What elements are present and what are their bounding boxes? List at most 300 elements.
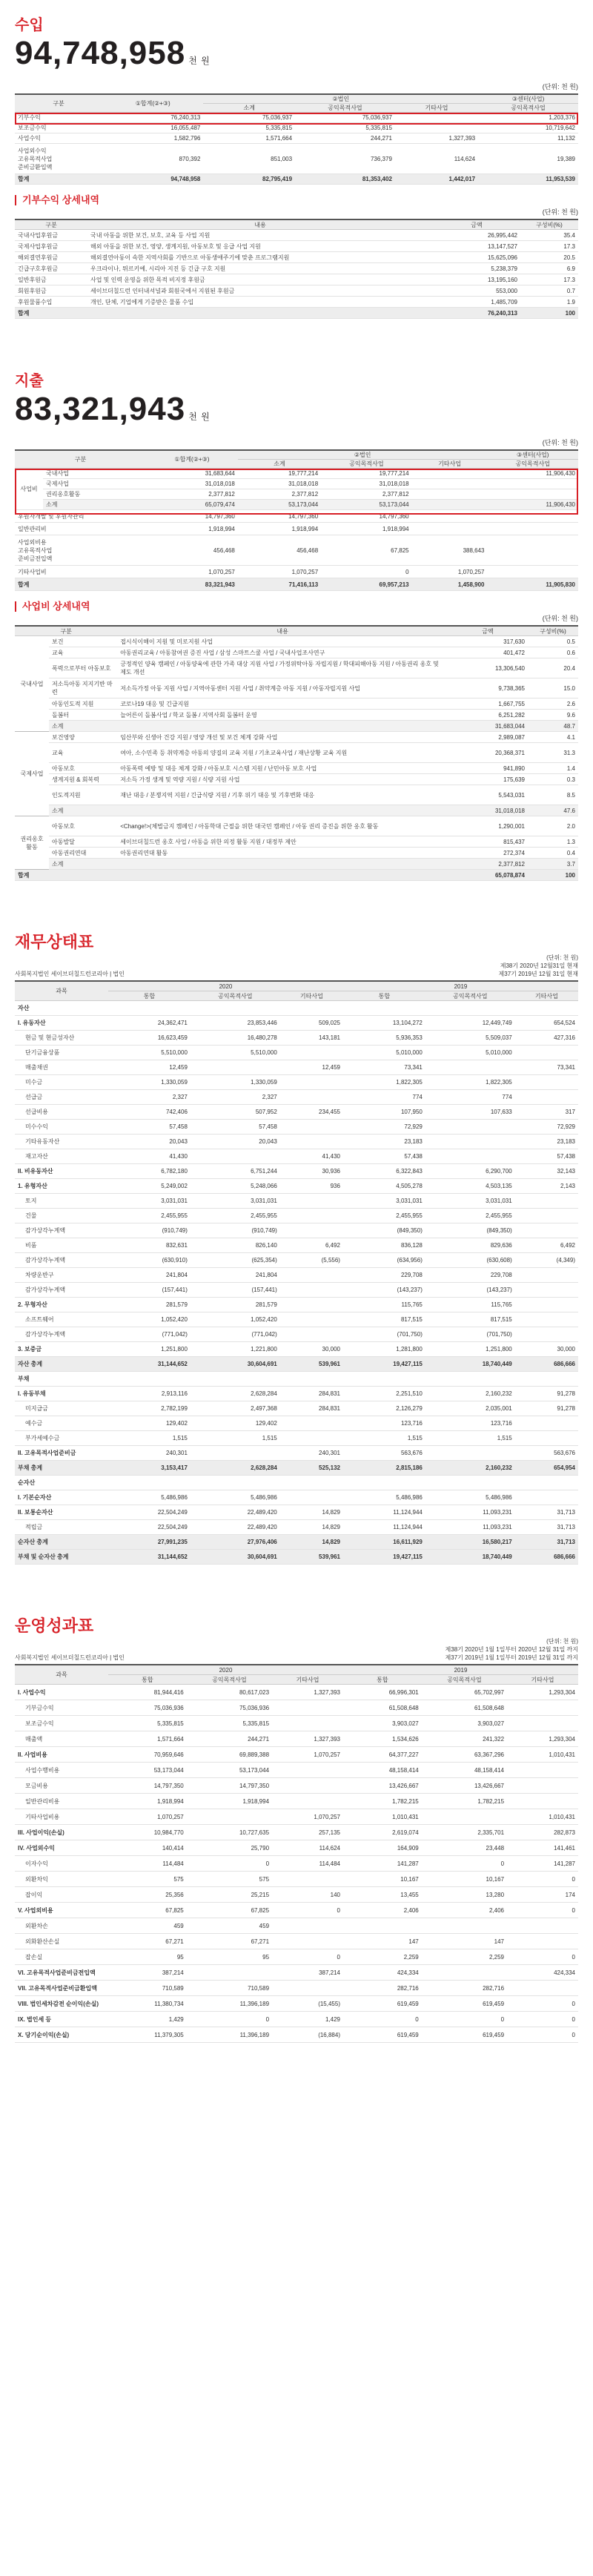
table-cell: 81,944,416	[108, 1685, 187, 1700]
table-row	[15, 1794, 578, 1809]
table-row	[15, 1461, 578, 1476]
table-cell: 감가상각누계액	[15, 1253, 108, 1268]
group-label: 국내사업	[15, 636, 49, 732]
table-cell: 여아, 소수민족 등 취약계층 아동의 양질의 교육 지원 / 기초교육사업 / 재난상황 교육 지원	[117, 743, 448, 763]
table-cell: 아동권리교육 / 아동참여권 증진 사업 / 삼성 스마트스쿨 사업 / 국내사업조사연구	[117, 647, 448, 658]
table-cell: 67,271	[187, 1934, 272, 1949]
table-cell	[515, 1268, 578, 1283]
table-cell: 1,515	[343, 1431, 425, 1446]
table-cell: I. 기본순자산	[15, 1490, 108, 1505]
table-cell: 18,740,449	[425, 1550, 515, 1565]
table-cell: 41,430	[108, 1149, 191, 1164]
table-cell: 1,782,215	[422, 1794, 507, 1809]
table-cell	[272, 1918, 343, 1934]
table-cell: 69,957,213	[321, 578, 411, 591]
header-cell: 내용	[87, 219, 433, 230]
table-cell	[280, 1283, 343, 1298]
table-cell: 107,633	[425, 1105, 515, 1120]
table-cell: 22,489,420	[191, 1520, 280, 1535]
table-row	[15, 1763, 578, 1778]
table-cell: IV. 사업외수익	[15, 1840, 108, 1856]
table-cell: 0.3	[528, 774, 578, 785]
table-cell: X. 당기순이익(손실)	[15, 2027, 108, 2043]
table-cell	[425, 1476, 515, 1490]
table-row	[15, 1840, 578, 1856]
table-cell: 94,748,958	[102, 174, 203, 185]
table-row	[15, 1825, 578, 1840]
year-header: 2019	[343, 1665, 578, 1675]
table-row	[15, 1164, 578, 1179]
table-cell: 16,580,217	[425, 1535, 515, 1550]
table-cell: 5,510,000	[191, 1046, 280, 1060]
operations-table	[15, 1664, 578, 2043]
header-cell: 과목	[15, 981, 108, 1001]
table-cell: 3,031,031	[425, 1194, 515, 1209]
table-cell	[507, 1700, 578, 1716]
table-cell: 후원물품수입	[15, 297, 87, 308]
table-cell	[515, 1075, 578, 1090]
table-cell	[280, 1327, 343, 1342]
table-cell: 742,406	[108, 1105, 191, 1120]
table-cell: 보건영양	[49, 732, 117, 743]
table-cell: 19,427,115	[343, 1550, 425, 1565]
table-cell: 현금 및 현금성자산	[15, 1031, 108, 1046]
table-cell: 619,459	[343, 1996, 422, 2012]
income-title: 수입	[15, 17, 44, 33]
table-cell: 31,018,018	[146, 479, 238, 489]
table-cell: 국내사업	[43, 469, 146, 479]
table-cell: 100	[528, 870, 578, 881]
table-row	[15, 1031, 578, 1046]
table-cell: 244,271	[295, 133, 395, 144]
table-cell	[272, 1872, 343, 1887]
table-cell: 15.0	[528, 678, 578, 699]
table-cell	[280, 1090, 343, 1105]
table-cell: 91,278	[515, 1387, 578, 1401]
expense-title: 지출	[15, 373, 44, 389]
table-cell	[280, 1209, 343, 1223]
table-cell: 282,716	[343, 1981, 422, 1996]
table-cell: 76,240,313	[102, 113, 203, 123]
table-cell: 11,396,189	[187, 1996, 272, 2012]
table-row	[15, 1060, 578, 1075]
table-cell: 1,281,800	[343, 1342, 425, 1357]
table-cell	[280, 1135, 343, 1149]
table-row	[15, 1149, 578, 1164]
balance-sheet-period-2: 제37기 2019년 12월 31일 현재	[498, 971, 578, 977]
income-detail-table	[15, 219, 578, 319]
table-cell: 3.7	[528, 859, 578, 870]
table-cell: 30,604,691	[191, 1550, 280, 1565]
table-cell: 기타사업비	[15, 566, 146, 578]
table-cell: 23,183	[343, 1135, 425, 1149]
table-cell: 2,335,701	[422, 1825, 507, 1840]
table-cell: 미지급금	[15, 1401, 108, 1416]
table-cell: 539,961	[280, 1550, 343, 1565]
table-cell: 1. 유형자산	[15, 1179, 108, 1194]
table-cell: 241,804	[108, 1268, 191, 1283]
table-row	[15, 1268, 578, 1283]
table-cell	[272, 1778, 343, 1794]
table-cell: II. 보통순자산	[15, 1505, 108, 1520]
table-cell	[280, 1476, 343, 1490]
table-row	[15, 241, 578, 252]
table-cell: 5,010,000	[425, 1046, 515, 1060]
table-cell	[280, 1431, 343, 1446]
table-cell: 2,815,186	[343, 1461, 425, 1476]
table-cell	[187, 1965, 272, 1981]
table-row	[15, 230, 578, 241]
balance-sheet-org: 사회복지법인 세이브더칠드런코리아 | 법인	[15, 971, 125, 977]
table-cell	[425, 1372, 515, 1387]
table-cell: 9,738,365	[448, 678, 528, 699]
table-cell: 57,438	[515, 1149, 578, 1164]
table-cell: 35.4	[520, 230, 578, 241]
table-cell: 선급비용	[15, 1105, 108, 1120]
table-cell: (771,042)	[191, 1327, 280, 1342]
table-cell: 비품	[15, 1238, 108, 1253]
table-row	[15, 1298, 578, 1312]
table-cell: 폭력으로부터 아동보호	[49, 658, 117, 678]
operations-period-1: 제38기 2020년 1월 1일부터 2020년 12월 31일 까지	[445, 1646, 578, 1653]
table-row	[15, 647, 578, 658]
table-cell: 6,492	[515, 1238, 578, 1253]
table-cell: 해외결연후원금	[15, 252, 87, 263]
table-cell: 1,330,059	[191, 1075, 280, 1090]
biz-detail-title: 사업비 상세내역	[15, 601, 578, 612]
table-cell: 95	[187, 1949, 272, 1965]
table-cell: 소계	[49, 859, 117, 870]
table-row	[15, 1685, 578, 1700]
table-cell: 1,918,994	[238, 523, 321, 535]
table-cell: 1,918,994	[187, 1794, 272, 1809]
table-cell: 2,628,284	[191, 1461, 280, 1476]
table-cell: 0	[321, 566, 411, 578]
table-cell: 83,321,943	[146, 578, 238, 591]
table-cell: 아동권리연대 활동	[117, 848, 448, 859]
table-cell: 10,167	[343, 1872, 422, 1887]
table-cell	[280, 1075, 343, 1090]
year-header: 2019	[343, 981, 578, 991]
table-cell: 75,036,937	[203, 113, 295, 123]
table-cell: 14,797,350	[108, 1778, 187, 1794]
table-cell: 67,825	[321, 535, 411, 566]
table-cell: 2,497,368	[191, 1401, 280, 1416]
table-cell: 5,509,037	[425, 1031, 515, 1046]
table-cell: 1.9	[520, 297, 578, 308]
table-row	[15, 836, 578, 848]
table-cell: 23,853,446	[191, 1016, 280, 1031]
header-cell: ②법인	[238, 450, 488, 460]
table-cell: 2,619,074	[343, 1825, 422, 1840]
table-cell: 6,251,282	[448, 710, 528, 721]
table-cell: 281,579	[191, 1298, 280, 1312]
balance-sheet-period-1: 제38기 2020년 12월31일 현재	[500, 962, 578, 969]
table-cell: 75,036,937	[295, 113, 395, 123]
table-cell: 0	[507, 1903, 578, 1918]
table-cell: 67,825	[108, 1903, 187, 1918]
table-cell: 이자수익	[15, 1856, 108, 1872]
table-cell: 예수금	[15, 1416, 108, 1431]
table-cell: 65,078,874	[448, 870, 528, 881]
table-cell	[515, 1090, 578, 1105]
table-cell	[187, 1809, 272, 1825]
table-row	[15, 489, 578, 500]
table-cell: (630,608)	[425, 1253, 515, 1268]
table-cell: 저소득가정 아동 지원 사업 / 지역아동센터 지원 사업 / 취약계층 아동 지원 / 아동자립지원 사업	[117, 678, 448, 699]
table-row	[15, 774, 578, 785]
table-cell: 1.4	[528, 763, 578, 774]
table-cell: 41,430	[280, 1149, 343, 1164]
table-cell: 5,249,002	[108, 1179, 191, 1194]
table-cell: 0	[507, 1949, 578, 1965]
table-cell: 240,301	[108, 1446, 191, 1461]
balance-sheet-unit-note: (단위: 천 원)	[546, 954, 578, 961]
header-cell: 기타사업	[395, 104, 478, 113]
header-cell: 기타사업	[272, 1675, 343, 1685]
table-cell: 575	[108, 1872, 187, 1887]
table-cell: 654,954	[515, 1461, 578, 1476]
table-cell: 64,377,227	[343, 1747, 422, 1763]
table-row	[15, 721, 578, 732]
table-cell	[280, 1268, 343, 1283]
table-cell: 외화환산손실	[15, 1934, 108, 1949]
table-cell: (143,237)	[425, 1283, 515, 1298]
table-cell	[488, 510, 579, 523]
table-cell	[515, 1490, 578, 1505]
table-cell: 14,797,360	[321, 510, 411, 523]
table-cell: 2,259	[422, 1949, 507, 1965]
table-cell: 24,362,471	[108, 1016, 191, 1031]
table-row	[15, 285, 578, 297]
table-cell: 65,702,997	[422, 1685, 507, 1700]
table-cell: 17.3	[520, 241, 578, 252]
header-cell: 공익목적사업	[295, 104, 395, 113]
table-cell: (634,956)	[343, 1253, 425, 1268]
table-row	[15, 848, 578, 859]
table-cell: 8.5	[528, 785, 578, 805]
table-cell: 부채 총계	[15, 1461, 108, 1476]
table-row	[15, 870, 578, 881]
table-row	[15, 658, 578, 678]
table-cell: (849,350)	[343, 1223, 425, 1238]
table-row	[15, 1856, 578, 1872]
table-cell: 1,822,305	[343, 1075, 425, 1090]
table-cell: 6,290,700	[425, 1164, 515, 1179]
table-cell	[425, 1149, 515, 1164]
table-cell: 12,459	[108, 1060, 191, 1075]
table-cell: 710,589	[108, 1981, 187, 1996]
table-cell	[108, 1001, 191, 1016]
table-cell: 10,167	[422, 1872, 507, 1887]
table-cell: 1,534,626	[343, 1731, 422, 1747]
table-cell: 284,831	[280, 1387, 343, 1401]
table-cell: 67,271	[108, 1934, 187, 1949]
table-cell: 재난 대응 / 분쟁지역 지원 / 긴급식량 지원 / 기후 위기 대응 및 기후변화 대응	[117, 785, 448, 805]
table-cell	[272, 1934, 343, 1949]
table-cell: 241,322	[422, 1731, 507, 1747]
table-cell: 95	[108, 1949, 187, 1965]
table-cell: 18,740,449	[425, 1357, 515, 1372]
table-cell: 72,929	[343, 1120, 425, 1135]
table-cell: 3,031,031	[108, 1194, 191, 1209]
table-cell	[488, 479, 579, 489]
table-row	[15, 1505, 578, 1520]
table-cell: 65,079,474	[146, 500, 238, 510]
table-cell: 19,389	[478, 144, 578, 174]
table-cell: 284,831	[280, 1401, 343, 1416]
income-total: 94,748,958 천 원	[15, 35, 211, 71]
table-cell: 1,293,304	[507, 1731, 578, 1747]
table-cell: 31.3	[528, 743, 578, 763]
table-cell: 2,455,955	[191, 1209, 280, 1223]
table-cell	[272, 1794, 343, 1809]
table-cell: 기타사업비용	[15, 1809, 108, 1825]
table-cell: 427,316	[515, 1031, 578, 1046]
table-cell: 241,804	[191, 1268, 280, 1283]
table-row	[15, 510, 578, 523]
table-row	[15, 308, 578, 319]
table-cell: 1,485,709	[433, 297, 520, 308]
table-cell: 114,624	[272, 1840, 343, 1856]
table-cell: 19,427,115	[343, 1357, 425, 1372]
table-cell: 일반후원금	[15, 274, 87, 285]
table-cell: 387,214	[272, 1965, 343, 1981]
table-cell: 13,195,160	[433, 274, 520, 285]
table-row	[15, 2012, 578, 2027]
table-cell: 75,036,936	[108, 1700, 187, 1716]
table-row	[15, 1209, 578, 1223]
operations-unit-note: (단위: 천 원)	[546, 1638, 578, 1645]
table-cell: 31,713	[515, 1505, 578, 1520]
table-cell: 순자산 총계	[15, 1535, 108, 1550]
table-cell	[87, 308, 433, 319]
table-cell: 20.5	[520, 252, 578, 263]
table-cell: 5,010,000	[343, 1046, 425, 1060]
header-cell: ①합계(②+③)	[102, 94, 203, 113]
table-cell: 31,144,652	[108, 1550, 191, 1565]
table-cell: (16,884)	[272, 2027, 343, 2043]
table-cell: 합계	[15, 308, 87, 319]
table-cell: 2,455,955	[343, 1209, 425, 1223]
table-cell: 1,221,800	[191, 1342, 280, 1357]
table-cell: 76,240,313	[433, 308, 520, 319]
table-cell: 해외결연아동이 속한 지역사회를 기반으로 아동생애주기에 맞춘 프로그램지원	[87, 252, 433, 263]
table-cell: 외환차손	[15, 1918, 108, 1934]
table-cell: 234,455	[280, 1105, 343, 1120]
table-cell: 생계지원 & 회복력	[49, 774, 117, 785]
table-cell	[515, 1209, 578, 1223]
table-row	[15, 1446, 578, 1461]
table-cell	[280, 1298, 343, 1312]
table-cell: 1,070,257	[238, 566, 321, 578]
table-cell: 23,448	[422, 1840, 507, 1856]
header-cell: 공익목적사업	[422, 1675, 507, 1685]
table-cell: 1,052,420	[108, 1312, 191, 1327]
table-cell	[343, 1918, 422, 1934]
table-cell: 기부수익	[15, 113, 102, 123]
table-cell: 2,327	[108, 1090, 191, 1105]
table-row	[15, 678, 578, 699]
table-cell	[515, 1046, 578, 1060]
table-cell: 736,379	[295, 144, 395, 174]
table-row	[15, 535, 578, 566]
table-cell: 69,889,388	[187, 1747, 272, 1763]
biz-detail-table	[15, 625, 578, 881]
table-cell	[488, 535, 579, 566]
table-cell: 22,489,420	[191, 1505, 280, 1520]
table-cell: 0	[507, 2012, 578, 2027]
table-row	[15, 1918, 578, 1934]
table-row	[15, 479, 578, 489]
table-cell: 710,589	[187, 1981, 272, 1996]
table-cell: (157,441)	[191, 1283, 280, 1298]
table-cell: 30,604,691	[191, 1357, 280, 1372]
table-cell: 13,426,667	[422, 1778, 507, 1794]
table-cell	[422, 1965, 507, 1981]
table-cell: 5,486,986	[191, 1490, 280, 1505]
table-cell: 우크라이나, 튀르키예, 시리아 지진 등 긴급 구호 지원	[87, 263, 433, 274]
table-cell	[488, 489, 579, 500]
table-row	[15, 1872, 578, 1887]
table-cell: 16,623,459	[108, 1031, 191, 1046]
table-cell: 0.5	[528, 636, 578, 647]
table-cell: 31,018,018	[238, 479, 321, 489]
table-cell: 10,984,770	[108, 1825, 187, 1840]
table-cell	[515, 1194, 578, 1209]
table-row	[15, 144, 578, 174]
table-cell: 80,617,023	[187, 1685, 272, 1700]
table-cell: 282,716	[422, 1981, 507, 1996]
table-cell: 1,327,393	[272, 1731, 343, 1747]
table-cell: 141,461	[507, 1840, 578, 1856]
table-cell: 12,459	[280, 1060, 343, 1075]
header-cell: 공익목적사업	[478, 104, 578, 113]
table-cell: 72,929	[515, 1120, 578, 1135]
table-row	[15, 1490, 578, 1505]
table-cell	[395, 113, 478, 123]
table-cell	[280, 1001, 343, 1016]
table-cell: 2,035,001	[425, 1401, 515, 1416]
table-cell: 2,406	[422, 1903, 507, 1918]
table-row	[15, 1179, 578, 1194]
table-cell: 401,472	[448, 647, 528, 658]
table-cell: 1,458,900	[412, 578, 488, 591]
table-cell: VIII. 법인세차감전 순이익(손실)	[15, 1996, 108, 2012]
table-cell	[280, 1046, 343, 1060]
table-cell: 1,327,393	[395, 133, 478, 144]
table-cell	[117, 870, 448, 881]
table-cell	[507, 1934, 578, 1949]
balance-sheet-table	[15, 980, 578, 1565]
table-cell: 5,238,379	[433, 263, 520, 274]
table-cell: 2,377,812	[238, 489, 321, 500]
table-cell	[280, 1223, 343, 1238]
table-cell	[425, 1120, 515, 1135]
table-cell: 11,132	[478, 133, 578, 144]
income-detail-unit-note: (단위: 천 원)	[542, 208, 578, 216]
table-cell: 14,797,360	[146, 510, 238, 523]
table-cell: 국제사업후원금	[15, 241, 87, 252]
table-cell: 47.6	[528, 805, 578, 816]
table-cell	[507, 1763, 578, 1778]
table-cell: 317	[515, 1105, 578, 1120]
table-cell: 140	[272, 1887, 343, 1903]
header-cell: ③센터(사업)	[478, 94, 578, 104]
table-cell	[191, 1446, 280, 1461]
table-cell: 174	[507, 1887, 578, 1903]
table-row	[15, 1090, 578, 1105]
